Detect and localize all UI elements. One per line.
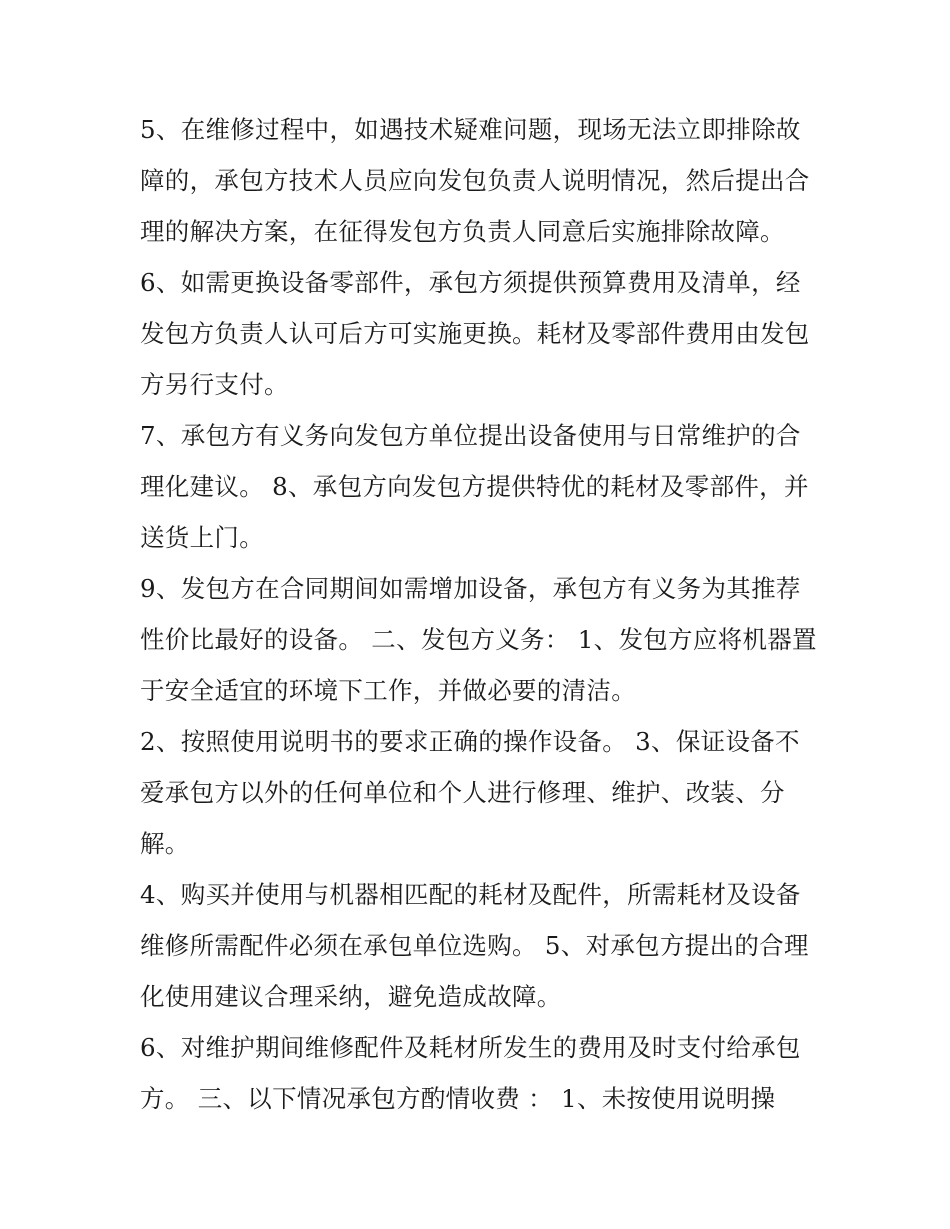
text-line: 障的，承包方技术人员应向发包负责人说明情况，然后提出合 <box>140 166 810 195</box>
text-line: 维修所需配件必须在承包单位选购。 5、对承包方提出的合理 <box>140 931 809 960</box>
text-line: 4、购买并使用与机器相匹配的耗材及配件，所需耗材及设备 <box>140 880 801 909</box>
text-line: 方另行支付。 <box>140 370 289 399</box>
text-line: 6、对维护期间维修配件及耗材所发生的费用及时支付给承包 <box>140 1033 801 1062</box>
text-line: 6、如需更换设备零部件，承包方须提供预算费用及清单，经 <box>140 268 801 297</box>
text-line: 7、承包方有义务向发包方单位提出设备使用与日常维护的合 <box>140 421 801 450</box>
text-line: 爱承包方以外的任何单位和个人进行修理、维护、改装、分 <box>140 778 785 807</box>
text-line: 解。 <box>140 829 190 858</box>
text-line: 方。 三、以下情况承包方酌情收费 ： 1、未按使用说明操 <box>140 1084 776 1113</box>
text-line: 9、发包方在合同期间如需增加设备，承包方有义务为其推荐 <box>140 574 801 603</box>
text-line: 发包方负责人认可后方可实施更换。耗材及零部件费用由发包 <box>140 319 810 348</box>
document-body <box>140 104 820 1124</box>
text-line: 理化建议。 8、承包方向发包方提供特优的耗材及零部件，并 <box>140 472 809 501</box>
text-line: 性价比最好的设备。 二、发包方义务： 1、发包方应将机器置 <box>140 625 817 654</box>
text-line: 2、按照使用说明书的要求正确的操作设备。 3、保证设备不 <box>140 727 800 756</box>
text-line: 化使用建议合理采纳，避免造成故障。 <box>140 982 562 1011</box>
text-line: 理的解决方案，在征得发包方负责人同意后实施排除故障。 <box>140 217 785 246</box>
text-line: 送货上门。 <box>140 523 264 552</box>
text-line: 5、在维修过程中，如遇技术疑难问题，现场无法立即排除故 <box>140 115 801 144</box>
text-line: 于安全适宜的环境下工作，并做必要的清洁。 <box>140 676 636 705</box>
